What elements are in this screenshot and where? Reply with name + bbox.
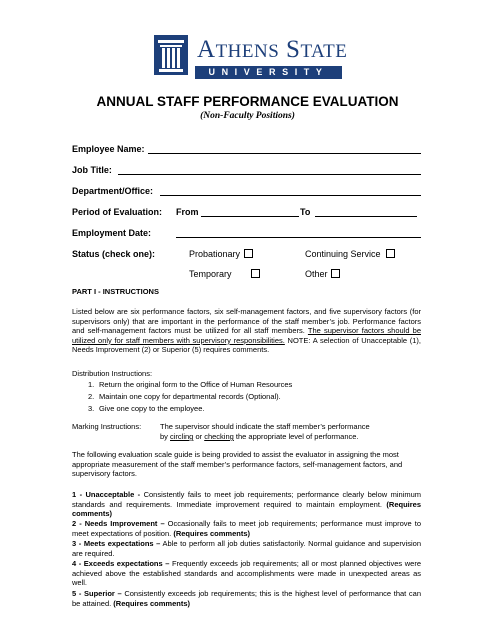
period-from-field[interactable] [201,216,299,217]
scale-intro: The following evaluation scale guide is being provided to assist the evaluator in assigning the most appropriate measurement of the staff member’s performance factors, self-management factors, and supervisory factors. [72,450,403,479]
status-label: Status (check one): [72,249,156,259]
department-label: Department/Office: [72,186,154,196]
employment-date-label: Employment Date: [72,228,152,238]
status-other-checkbox[interactable] [331,269,340,278]
instructions-intro: Listed below are six performance factors, six self-management factors, and five supervisory factors (for supervisors only) that are important in the performance of the staff member’s job. Performance factors and self-management factors must be utilized for all staff members. The supervisor factors should be utilized only for staff members with supervisory responsibilities. NOTE: A selection of Unacceptable (1), Needs Improvement (2) or Superior (5) requires comments. [72,307,421,355]
employee-name-field[interactable] [148,153,421,154]
status-probationary-label: Probationary [189,249,241,259]
distribution-item: 1. Return the original form to the Office of Human Resources [88,380,293,389]
period-to-field[interactable] [315,216,417,217]
athens-state-logo [150,33,348,83]
logo-university-bar: UNIVERSITY [195,66,342,79]
page-subtitle: (Non-Faculty Positions) [200,111,295,121]
period-from-label: From [176,207,199,217]
department-field[interactable] [160,195,421,196]
marking-label: Marking Instructions: [72,422,142,431]
job-title-field[interactable] [118,174,421,175]
employee-name-label: Employee Name: [72,144,145,154]
marking-text-line1: The supervisor should indicate the staff member’s performance [160,422,370,431]
period-to-label: To [300,207,311,217]
status-continuing-checkbox[interactable] [386,249,395,258]
distribution-item: 3. Give one copy to the employee. [88,404,205,413]
status-temporary-checkbox[interactable] [251,269,260,278]
marking-text-line2: by circling or checking the appropriate level of performance. [160,432,359,441]
distribution-item: 2. Maintain one copy for departmental records (Optional). [88,392,281,401]
status-continuing-label: Continuing Service [305,249,381,259]
part1-heading: PART I - INSTRUCTIONS [72,287,159,296]
employment-date-field[interactable] [176,237,421,238]
scale-item-5: 5 - Superior – Consistently exceeds job requirements; this is the highest level of performance that can be attained. (Requires comments) [72,589,421,608]
page-title: ANNUAL STAFF PERFORMANCE EVALUATION [96,94,399,109]
logo-wordmark: ATHENS STATE [197,36,348,63]
scale-item-2: 2 - Needs Improvement – Occasionally fails to meet job requirements; performance must improve to meet expectations of position. (Requires comments) [72,519,421,538]
scale-item-4: 4 - Exceeds expectations – Frequently exceeds job requirements; all or most planned objectives were achieved above the established standards and accomplishments were made in unexpected areas as well. [72,559,421,588]
status-other-label: Other [305,269,328,279]
period-label: Period of Evaluation: [72,207,163,217]
distribution-heading: Distribution Instructions: [72,369,153,378]
scale-item-3: 3 - Meets expectations – Able to perform all job duties satisfactorily. Normal guidance and supervision are required. [72,539,421,558]
scale-item-1: 1 - Unacceptable - Consistently fails to meet job requirements; performance clearly below minimum standards and requirements. Immediate improvement required to maintain employment. (Requires comments) [72,490,422,519]
status-temporary-label: Temporary [189,269,232,279]
job-title-label: Job Title: [72,165,112,175]
status-probationary-checkbox[interactable] [244,249,253,258]
column-logo-icon [154,35,188,75]
